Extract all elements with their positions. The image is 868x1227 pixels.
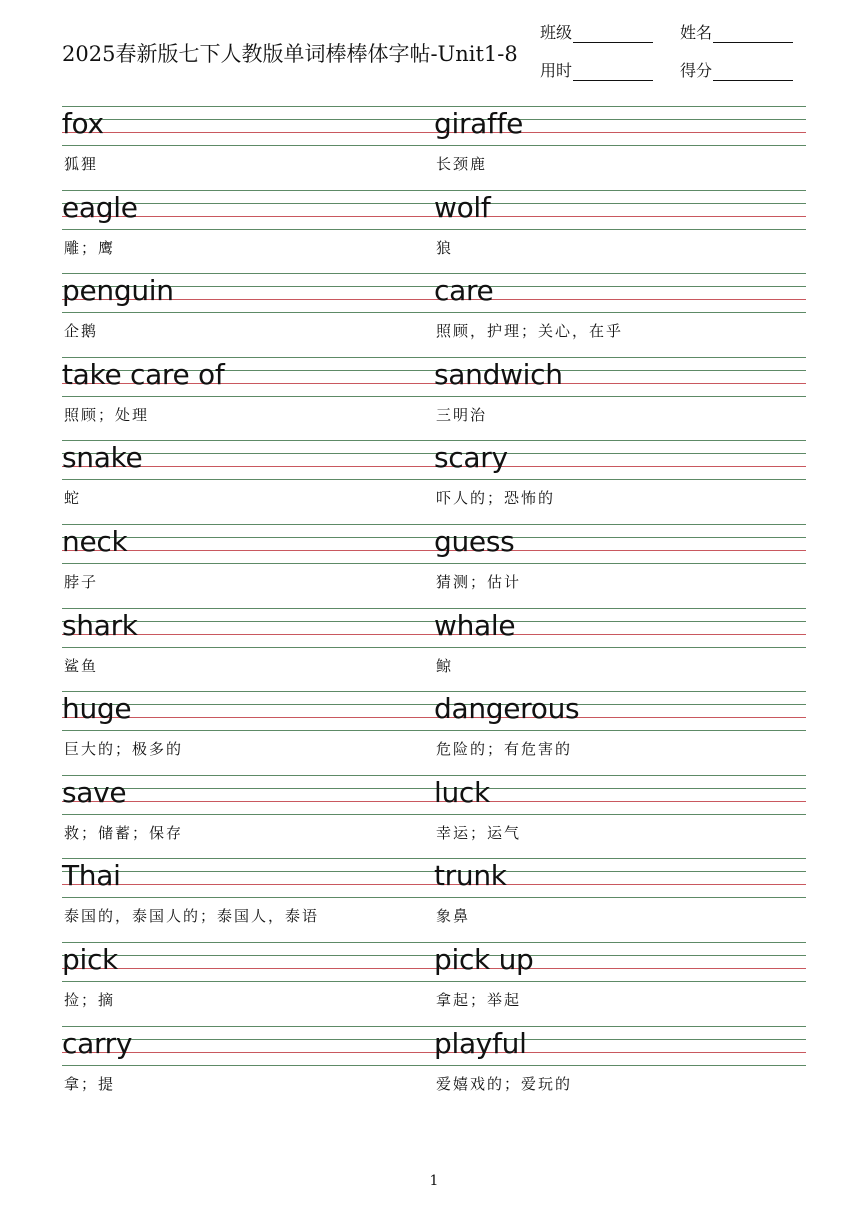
chinese-meaning: 雕；鹰 [64, 238, 116, 257]
english-word: carry [62, 1026, 133, 1060]
vocab-entry [434, 1026, 806, 1110]
page-number: 1 [429, 1173, 439, 1189]
vocab-entry [434, 858, 806, 942]
chinese-meaning: 救；储蓄；保存 [64, 823, 184, 842]
chinese-meaning: 危险的；有危害的 [436, 740, 573, 759]
english-word: Thai [62, 859, 121, 893]
chinese-meaning: 拿；提 [64, 1074, 116, 1093]
chinese-meaning: 脖子 [64, 572, 99, 591]
vocab-entry [434, 273, 806, 357]
english-word: neck [62, 524, 128, 558]
time-field[interactable] [540, 58, 653, 81]
vocab-row [62, 273, 806, 357]
chinese-meaning: 三明治 [436, 405, 488, 424]
score-field[interactable] [680, 58, 793, 81]
vocab-entry [434, 106, 806, 190]
vocab-row [62, 942, 806, 1026]
vocab-entry [434, 190, 806, 274]
english-word: wolf [434, 190, 491, 224]
vocab-row [62, 106, 806, 190]
english-word: giraffe [434, 107, 524, 140]
vocab-entry [62, 440, 434, 524]
english-word: snake [62, 441, 143, 475]
vocab-entry [62, 273, 434, 357]
vocab-row [62, 858, 806, 942]
vocab-row [62, 524, 806, 608]
vocab-row [62, 775, 806, 859]
chinese-meaning: 照顾，护理；关心，在乎 [436, 322, 624, 341]
vocab-entry [62, 1026, 434, 1110]
chinese-meaning: 企鹅 [64, 322, 99, 341]
vocab-entry [62, 524, 434, 608]
vocab-entry [434, 440, 806, 524]
english-word: whale [434, 608, 516, 642]
chinese-meaning: 照顾；处理 [64, 405, 150, 424]
chinese-meaning: 象鼻 [436, 907, 471, 926]
chinese-meaning: 拿起；举起 [436, 990, 522, 1009]
page-title: 2025春新版七下人教版单词棒棒体字帖-Unit1-8 [62, 42, 518, 66]
vocab-row [62, 1026, 806, 1110]
vocab-entry [62, 357, 434, 441]
vocab-entry [434, 524, 806, 608]
chinese-meaning: 鲸 [436, 656, 454, 675]
chinese-meaning: 巨大的；极多的 [64, 740, 184, 759]
english-word: shark [62, 608, 138, 642]
english-word: trunk [434, 859, 507, 893]
time-label: 用时 [540, 61, 573, 80]
english-word: scary [434, 441, 508, 475]
vocab-entry [62, 775, 434, 859]
english-word: huge [62, 692, 132, 726]
vocab-row [62, 357, 806, 441]
english-word: guess [434, 524, 515, 558]
score-blank[interactable] [713, 64, 793, 81]
vocab-entry [62, 858, 434, 942]
vocab-row [62, 608, 806, 692]
english-word: pick [62, 942, 118, 976]
english-word: take care of [62, 357, 225, 391]
vocab-entry [434, 691, 806, 775]
vocab-entry [62, 691, 434, 775]
english-word: save [62, 775, 127, 809]
vocab-row [62, 691, 806, 775]
vocabulary-grid [62, 106, 806, 1109]
english-word: eagle [62, 190, 138, 224]
chinese-meaning: 狼 [436, 238, 454, 257]
vocab-entry [434, 357, 806, 441]
name-field[interactable] [680, 20, 793, 43]
chinese-meaning: 猜测；估计 [436, 572, 522, 591]
english-word: penguin [62, 274, 174, 308]
chinese-meaning: 长颈鹿 [436, 155, 488, 173]
chinese-meaning: 蛇 [64, 489, 82, 508]
vocab-entry [434, 942, 806, 1026]
chinese-meaning: 捡；摘 [64, 990, 116, 1009]
chinese-meaning: 幸运；运气 [436, 823, 522, 842]
chinese-meaning: 泰国的，泰国人的；泰国人，泰语 [64, 907, 320, 926]
vocab-entry [62, 608, 434, 692]
vocab-row [62, 190, 806, 274]
score-label: 得分 [680, 61, 713, 80]
class-label: 班级 [540, 23, 573, 42]
vocab-entry [434, 775, 806, 859]
chinese-meaning: 狐狸 [64, 155, 99, 173]
chinese-meaning: 吓人的；恐怖的 [436, 489, 556, 508]
english-word: luck [434, 775, 490, 809]
chinese-meaning: 爱嬉戏的；爱玩的 [436, 1074, 573, 1093]
english-word: pick up [434, 942, 534, 976]
english-word: playful [434, 1026, 527, 1060]
vocab-entry [434, 608, 806, 692]
english-word: sandwich [434, 357, 563, 391]
vocab-row [62, 440, 806, 524]
chinese-meaning: 鲨鱼 [64, 656, 99, 675]
time-blank[interactable] [573, 64, 653, 81]
name-blank[interactable] [713, 26, 793, 43]
class-field[interactable] [540, 20, 653, 43]
class-blank[interactable] [573, 26, 653, 43]
vocab-entry [62, 106, 434, 190]
english-word: dangerous [434, 692, 580, 726]
vocab-entry [62, 942, 434, 1026]
english-word: care [434, 274, 494, 308]
vocab-entry [62, 190, 434, 274]
english-word: fox [62, 107, 104, 140]
name-label: 姓名 [680, 23, 713, 42]
